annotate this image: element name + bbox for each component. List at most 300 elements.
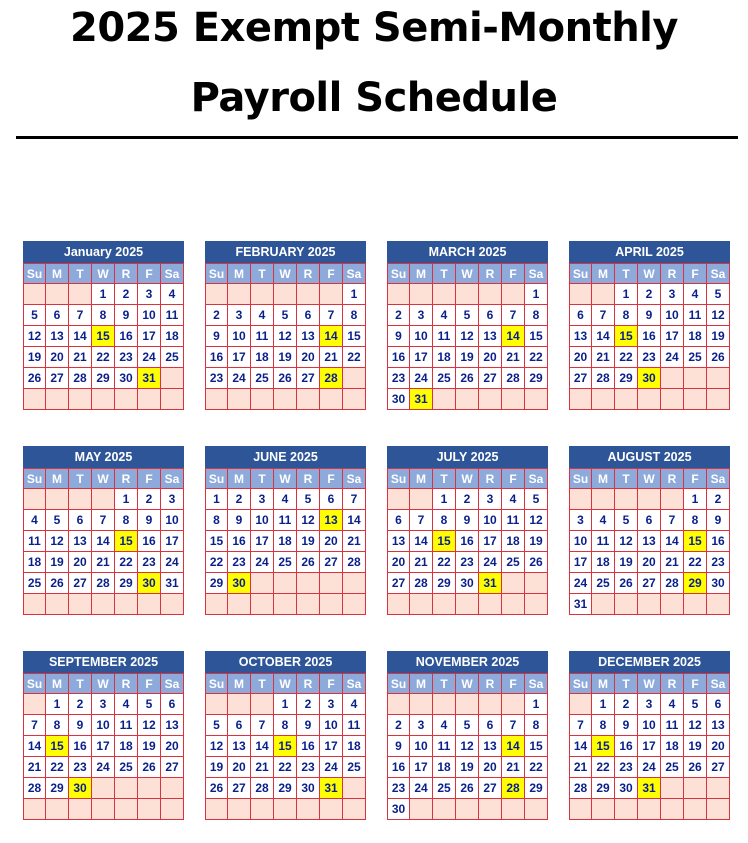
month-calendar: [387, 446, 548, 615]
weekday-header: Su: [205, 673, 228, 694]
month-day-grid: [23, 468, 184, 615]
day-cell: 4: [502, 489, 525, 510]
day-cell: 27: [161, 757, 184, 778]
month-title: FEBRUARY 2025: [205, 241, 366, 263]
day-cell: 13: [569, 326, 592, 347]
day-cell: 24: [161, 552, 184, 573]
day-cell: 23: [115, 347, 138, 368]
day-cell: 3: [410, 305, 433, 326]
weekday-header: W: [456, 263, 479, 284]
empty-cell: [23, 694, 46, 715]
day-cell: 25: [433, 778, 456, 799]
day-cell: 25: [661, 757, 684, 778]
day-cell: 13: [479, 326, 502, 347]
day-cell: 2: [138, 489, 161, 510]
day-cell: 29: [615, 368, 638, 389]
weekday-header: Sa: [707, 263, 730, 284]
empty-cell: [228, 799, 251, 820]
day-cell: 7: [410, 510, 433, 531]
empty-cell: [707, 778, 730, 799]
day-cell: 16: [205, 347, 228, 368]
day-cell: 18: [274, 531, 297, 552]
day-cell: 18: [23, 552, 46, 573]
day-cell: 11: [23, 531, 46, 552]
day-cell: 1: [525, 694, 548, 715]
day-cell: 9: [387, 736, 410, 757]
empty-cell: [615, 799, 638, 820]
empty-cell: [92, 799, 115, 820]
day-cell: 6: [707, 694, 730, 715]
empty-cell: [525, 573, 548, 594]
empty-cell: [456, 694, 479, 715]
day-cell: 17: [138, 326, 161, 347]
empty-cell: [684, 778, 707, 799]
day-cell: 7: [23, 715, 46, 736]
day-cell: 4: [343, 694, 366, 715]
empty-cell: [661, 389, 684, 410]
empty-cell: [69, 799, 92, 820]
day-cell: 9: [387, 326, 410, 347]
empty-cell: [46, 594, 69, 615]
payday-cell: 14: [320, 326, 343, 347]
day-cell: 22: [433, 552, 456, 573]
page-title-line-1: 2025 Exempt Semi-Monthly: [70, 5, 678, 51]
day-cell: 13: [46, 326, 69, 347]
empty-cell: [479, 284, 502, 305]
day-cell: 24: [569, 573, 592, 594]
weekday-header: T: [251, 468, 274, 489]
month-title: MARCH 2025: [387, 241, 548, 263]
weekday-header: Su: [569, 468, 592, 489]
day-cell: 24: [661, 347, 684, 368]
empty-cell: [661, 594, 684, 615]
day-cell: 26: [274, 368, 297, 389]
empty-cell: [569, 489, 592, 510]
weekday-header: M: [410, 468, 433, 489]
payday-cell: 31: [479, 573, 502, 594]
empty-cell: [569, 389, 592, 410]
day-cell: 3: [161, 489, 184, 510]
weekday-header: T: [433, 468, 456, 489]
day-cell: 15: [525, 326, 548, 347]
day-cell: 8: [433, 510, 456, 531]
empty-cell: [23, 284, 46, 305]
empty-cell: [592, 799, 615, 820]
day-cell: 3: [479, 489, 502, 510]
month-calendar: [23, 241, 184, 410]
month-day-grid: [23, 263, 184, 410]
month-calendar: [569, 446, 730, 615]
empty-cell: [297, 594, 320, 615]
day-cell: 22: [274, 757, 297, 778]
day-cell: 12: [615, 531, 638, 552]
day-cell: 2: [615, 694, 638, 715]
day-cell: 4: [661, 694, 684, 715]
day-cell: 25: [502, 552, 525, 573]
day-cell: 9: [456, 510, 479, 531]
day-cell: 16: [69, 736, 92, 757]
day-cell: 6: [161, 694, 184, 715]
month-calendar: [387, 241, 548, 410]
empty-cell: [274, 594, 297, 615]
day-cell: 1: [115, 489, 138, 510]
weekday-header: R: [297, 263, 320, 284]
day-cell: 25: [274, 552, 297, 573]
empty-cell: [115, 799, 138, 820]
weekday-header: T: [251, 673, 274, 694]
day-cell: 26: [456, 778, 479, 799]
day-cell: 23: [205, 368, 228, 389]
weekday-header: F: [502, 673, 525, 694]
empty-cell: [387, 594, 410, 615]
day-cell: 21: [661, 552, 684, 573]
day-cell: 22: [525, 757, 548, 778]
weekday-header: Sa: [525, 263, 548, 284]
day-cell: 22: [343, 347, 366, 368]
month-day-grid: [569, 263, 730, 410]
day-cell: 7: [502, 715, 525, 736]
day-cell: 12: [23, 326, 46, 347]
empty-cell: [684, 594, 707, 615]
day-cell: 24: [92, 757, 115, 778]
empty-cell: [569, 799, 592, 820]
weekday-header: M: [592, 468, 615, 489]
weekday-header: W: [638, 468, 661, 489]
day-cell: 18: [433, 757, 456, 778]
day-cell: 20: [479, 757, 502, 778]
day-cell: 1: [92, 284, 115, 305]
day-cell: 26: [456, 368, 479, 389]
empty-cell: [205, 799, 228, 820]
empty-cell: [46, 389, 69, 410]
weekday-header: M: [410, 673, 433, 694]
weekday-header: Su: [205, 468, 228, 489]
empty-cell: [707, 368, 730, 389]
day-cell: 2: [707, 489, 730, 510]
weekday-header: R: [115, 263, 138, 284]
weekday-header: Sa: [707, 468, 730, 489]
empty-cell: [615, 594, 638, 615]
weekday-header: M: [410, 263, 433, 284]
empty-cell: [479, 594, 502, 615]
day-cell: 24: [228, 368, 251, 389]
empty-cell: [592, 389, 615, 410]
payday-cell: 31: [138, 368, 161, 389]
day-cell: 16: [297, 736, 320, 757]
day-cell: 10: [251, 510, 274, 531]
day-cell: 23: [297, 757, 320, 778]
day-cell: 15: [343, 326, 366, 347]
weekday-header: Sa: [161, 263, 184, 284]
day-cell: 1: [274, 694, 297, 715]
month-title: MAY 2025: [23, 446, 184, 468]
payday-cell: 14: [502, 326, 525, 347]
day-cell: 9: [205, 326, 228, 347]
day-cell: 27: [387, 573, 410, 594]
day-cell: 12: [707, 305, 730, 326]
day-cell: 30: [387, 389, 410, 410]
weekday-header: M: [46, 468, 69, 489]
day-cell: 18: [592, 552, 615, 573]
day-cell: 13: [161, 715, 184, 736]
day-cell: 3: [320, 694, 343, 715]
day-cell: 6: [228, 715, 251, 736]
empty-cell: [320, 799, 343, 820]
payday-cell: 30: [638, 368, 661, 389]
weekday-header: W: [92, 263, 115, 284]
empty-cell: [615, 489, 638, 510]
day-cell: 7: [251, 715, 274, 736]
day-cell: 18: [502, 531, 525, 552]
day-cell: 24: [320, 757, 343, 778]
day-cell: 29: [433, 573, 456, 594]
day-cell: 20: [638, 552, 661, 573]
weekday-header: M: [592, 263, 615, 284]
day-cell: 12: [274, 326, 297, 347]
day-cell: 9: [707, 510, 730, 531]
weekday-header: R: [479, 468, 502, 489]
day-cell: 22: [46, 757, 69, 778]
day-cell: 5: [297, 489, 320, 510]
weekday-header: W: [92, 673, 115, 694]
day-cell: 11: [684, 305, 707, 326]
day-cell: 29: [46, 778, 69, 799]
weekday-header: F: [320, 468, 343, 489]
day-cell: 2: [297, 694, 320, 715]
empty-cell: [433, 389, 456, 410]
day-cell: 2: [387, 715, 410, 736]
empty-cell: [297, 389, 320, 410]
empty-cell: [456, 594, 479, 615]
empty-cell: [707, 389, 730, 410]
day-cell: 11: [502, 510, 525, 531]
day-cell: 8: [525, 715, 548, 736]
day-cell: 4: [161, 284, 184, 305]
day-cell: 29: [525, 368, 548, 389]
day-cell: 29: [525, 778, 548, 799]
day-cell: 3: [638, 694, 661, 715]
day-cell: 28: [69, 368, 92, 389]
empty-cell: [525, 799, 548, 820]
month-day-grid: [569, 673, 730, 820]
weekday-header: Sa: [161, 468, 184, 489]
month-calendar: [205, 446, 366, 615]
month-day-grid: [387, 468, 548, 615]
empty-cell: [410, 284, 433, 305]
day-cell: 20: [228, 757, 251, 778]
weekday-header: W: [638, 263, 661, 284]
payday-cell: 29: [684, 573, 707, 594]
day-cell: 12: [297, 510, 320, 531]
day-cell: 25: [684, 347, 707, 368]
empty-cell: [251, 594, 274, 615]
day-cell: 28: [23, 778, 46, 799]
empty-cell: [251, 284, 274, 305]
weekday-header: T: [433, 263, 456, 284]
day-cell: 27: [46, 368, 69, 389]
weekday-header: T: [615, 673, 638, 694]
day-cell: 14: [69, 326, 92, 347]
weekday-header: T: [615, 263, 638, 284]
day-cell: 5: [46, 510, 69, 531]
weekday-header: R: [297, 673, 320, 694]
day-cell: 9: [638, 305, 661, 326]
empty-cell: [525, 594, 548, 615]
day-cell: 28: [592, 368, 615, 389]
empty-cell: [433, 694, 456, 715]
day-cell: 29: [92, 368, 115, 389]
day-cell: 14: [343, 510, 366, 531]
day-cell: 3: [228, 305, 251, 326]
day-cell: 27: [297, 368, 320, 389]
day-cell: 8: [46, 715, 69, 736]
day-cell: 24: [410, 368, 433, 389]
weekday-header: F: [320, 263, 343, 284]
day-cell: 7: [320, 305, 343, 326]
weekday-header: W: [274, 263, 297, 284]
day-cell: 6: [297, 305, 320, 326]
weekday-header: R: [661, 468, 684, 489]
day-cell: 5: [525, 489, 548, 510]
day-cell: 29: [115, 573, 138, 594]
month-day-grid: [23, 673, 184, 820]
empty-cell: [161, 368, 184, 389]
payday-cell: 30: [138, 573, 161, 594]
empty-cell: [592, 594, 615, 615]
day-cell: 25: [433, 368, 456, 389]
day-cell: 20: [161, 736, 184, 757]
payday-cell: 15: [115, 531, 138, 552]
day-cell: 27: [320, 552, 343, 573]
weekday-header: F: [502, 263, 525, 284]
day-cell: 25: [592, 573, 615, 594]
day-cell: 6: [479, 715, 502, 736]
day-cell: 10: [92, 715, 115, 736]
day-cell: 7: [592, 305, 615, 326]
day-cell: 23: [69, 757, 92, 778]
empty-cell: [410, 694, 433, 715]
day-cell: 14: [23, 736, 46, 757]
empty-cell: [343, 573, 366, 594]
day-cell: 11: [274, 510, 297, 531]
weekday-header: Sa: [343, 468, 366, 489]
day-cell: 30: [615, 778, 638, 799]
day-cell: 1: [433, 489, 456, 510]
weekday-header: R: [297, 468, 320, 489]
day-cell: 28: [410, 573, 433, 594]
empty-cell: [297, 284, 320, 305]
weekday-header: Sa: [343, 263, 366, 284]
empty-cell: [92, 389, 115, 410]
day-cell: 7: [69, 305, 92, 326]
empty-cell: [661, 489, 684, 510]
day-cell: 23: [615, 757, 638, 778]
day-cell: 3: [138, 284, 161, 305]
day-cell: 1: [205, 489, 228, 510]
empty-cell: [138, 778, 161, 799]
empty-cell: [525, 389, 548, 410]
day-cell: 30: [297, 778, 320, 799]
day-cell: 25: [161, 347, 184, 368]
empty-cell: [320, 573, 343, 594]
weekday-header: W: [274, 468, 297, 489]
day-cell: 27: [638, 573, 661, 594]
day-cell: 8: [592, 715, 615, 736]
weekday-header: T: [615, 468, 638, 489]
day-cell: 21: [410, 552, 433, 573]
day-cell: 28: [569, 778, 592, 799]
empty-cell: [92, 594, 115, 615]
empty-cell: [274, 799, 297, 820]
day-cell: 12: [525, 510, 548, 531]
empty-cell: [638, 389, 661, 410]
empty-cell: [661, 778, 684, 799]
day-cell: 17: [569, 552, 592, 573]
day-cell: 8: [684, 510, 707, 531]
month-calendar: [205, 651, 366, 820]
month-day-grid: [569, 468, 730, 615]
title-divider: [16, 136, 738, 139]
payday-cell: 15: [684, 531, 707, 552]
day-cell: 28: [92, 573, 115, 594]
day-cell: 18: [115, 736, 138, 757]
month-title: APRIL 2025: [569, 241, 730, 263]
empty-cell: [502, 799, 525, 820]
day-cell: 30: [456, 573, 479, 594]
day-cell: 19: [297, 531, 320, 552]
day-cell: 25: [115, 757, 138, 778]
day-cell: 17: [161, 531, 184, 552]
weekday-header: F: [320, 673, 343, 694]
empty-cell: [661, 799, 684, 820]
day-cell: 1: [525, 284, 548, 305]
weekday-header: R: [115, 673, 138, 694]
month-day-grid: [387, 673, 548, 820]
day-cell: 18: [684, 326, 707, 347]
empty-cell: [320, 389, 343, 410]
day-cell: 4: [274, 489, 297, 510]
weekday-header: F: [684, 263, 707, 284]
month-calendar: [23, 651, 184, 820]
day-cell: 20: [569, 347, 592, 368]
empty-cell: [138, 389, 161, 410]
weekday-header: W: [92, 468, 115, 489]
empty-cell: [115, 389, 138, 410]
payday-cell: 13: [320, 510, 343, 531]
empty-cell: [23, 389, 46, 410]
day-cell: 11: [251, 326, 274, 347]
payday-cell: 30: [228, 573, 251, 594]
day-cell: 7: [92, 510, 115, 531]
empty-cell: [502, 694, 525, 715]
payday-cell: 15: [92, 326, 115, 347]
day-cell: 11: [433, 326, 456, 347]
day-cell: 23: [707, 552, 730, 573]
weekday-header: M: [228, 468, 251, 489]
empty-cell: [228, 284, 251, 305]
payday-cell: 14: [502, 736, 525, 757]
weekday-header: Su: [23, 263, 46, 284]
empty-cell: [205, 389, 228, 410]
weekday-header: W: [638, 673, 661, 694]
weekday-header: M: [592, 673, 615, 694]
day-cell: 9: [228, 510, 251, 531]
day-cell: 31: [161, 573, 184, 594]
day-cell: 24: [479, 552, 502, 573]
day-cell: 29: [205, 573, 228, 594]
empty-cell: [46, 799, 69, 820]
day-cell: 30: [115, 368, 138, 389]
